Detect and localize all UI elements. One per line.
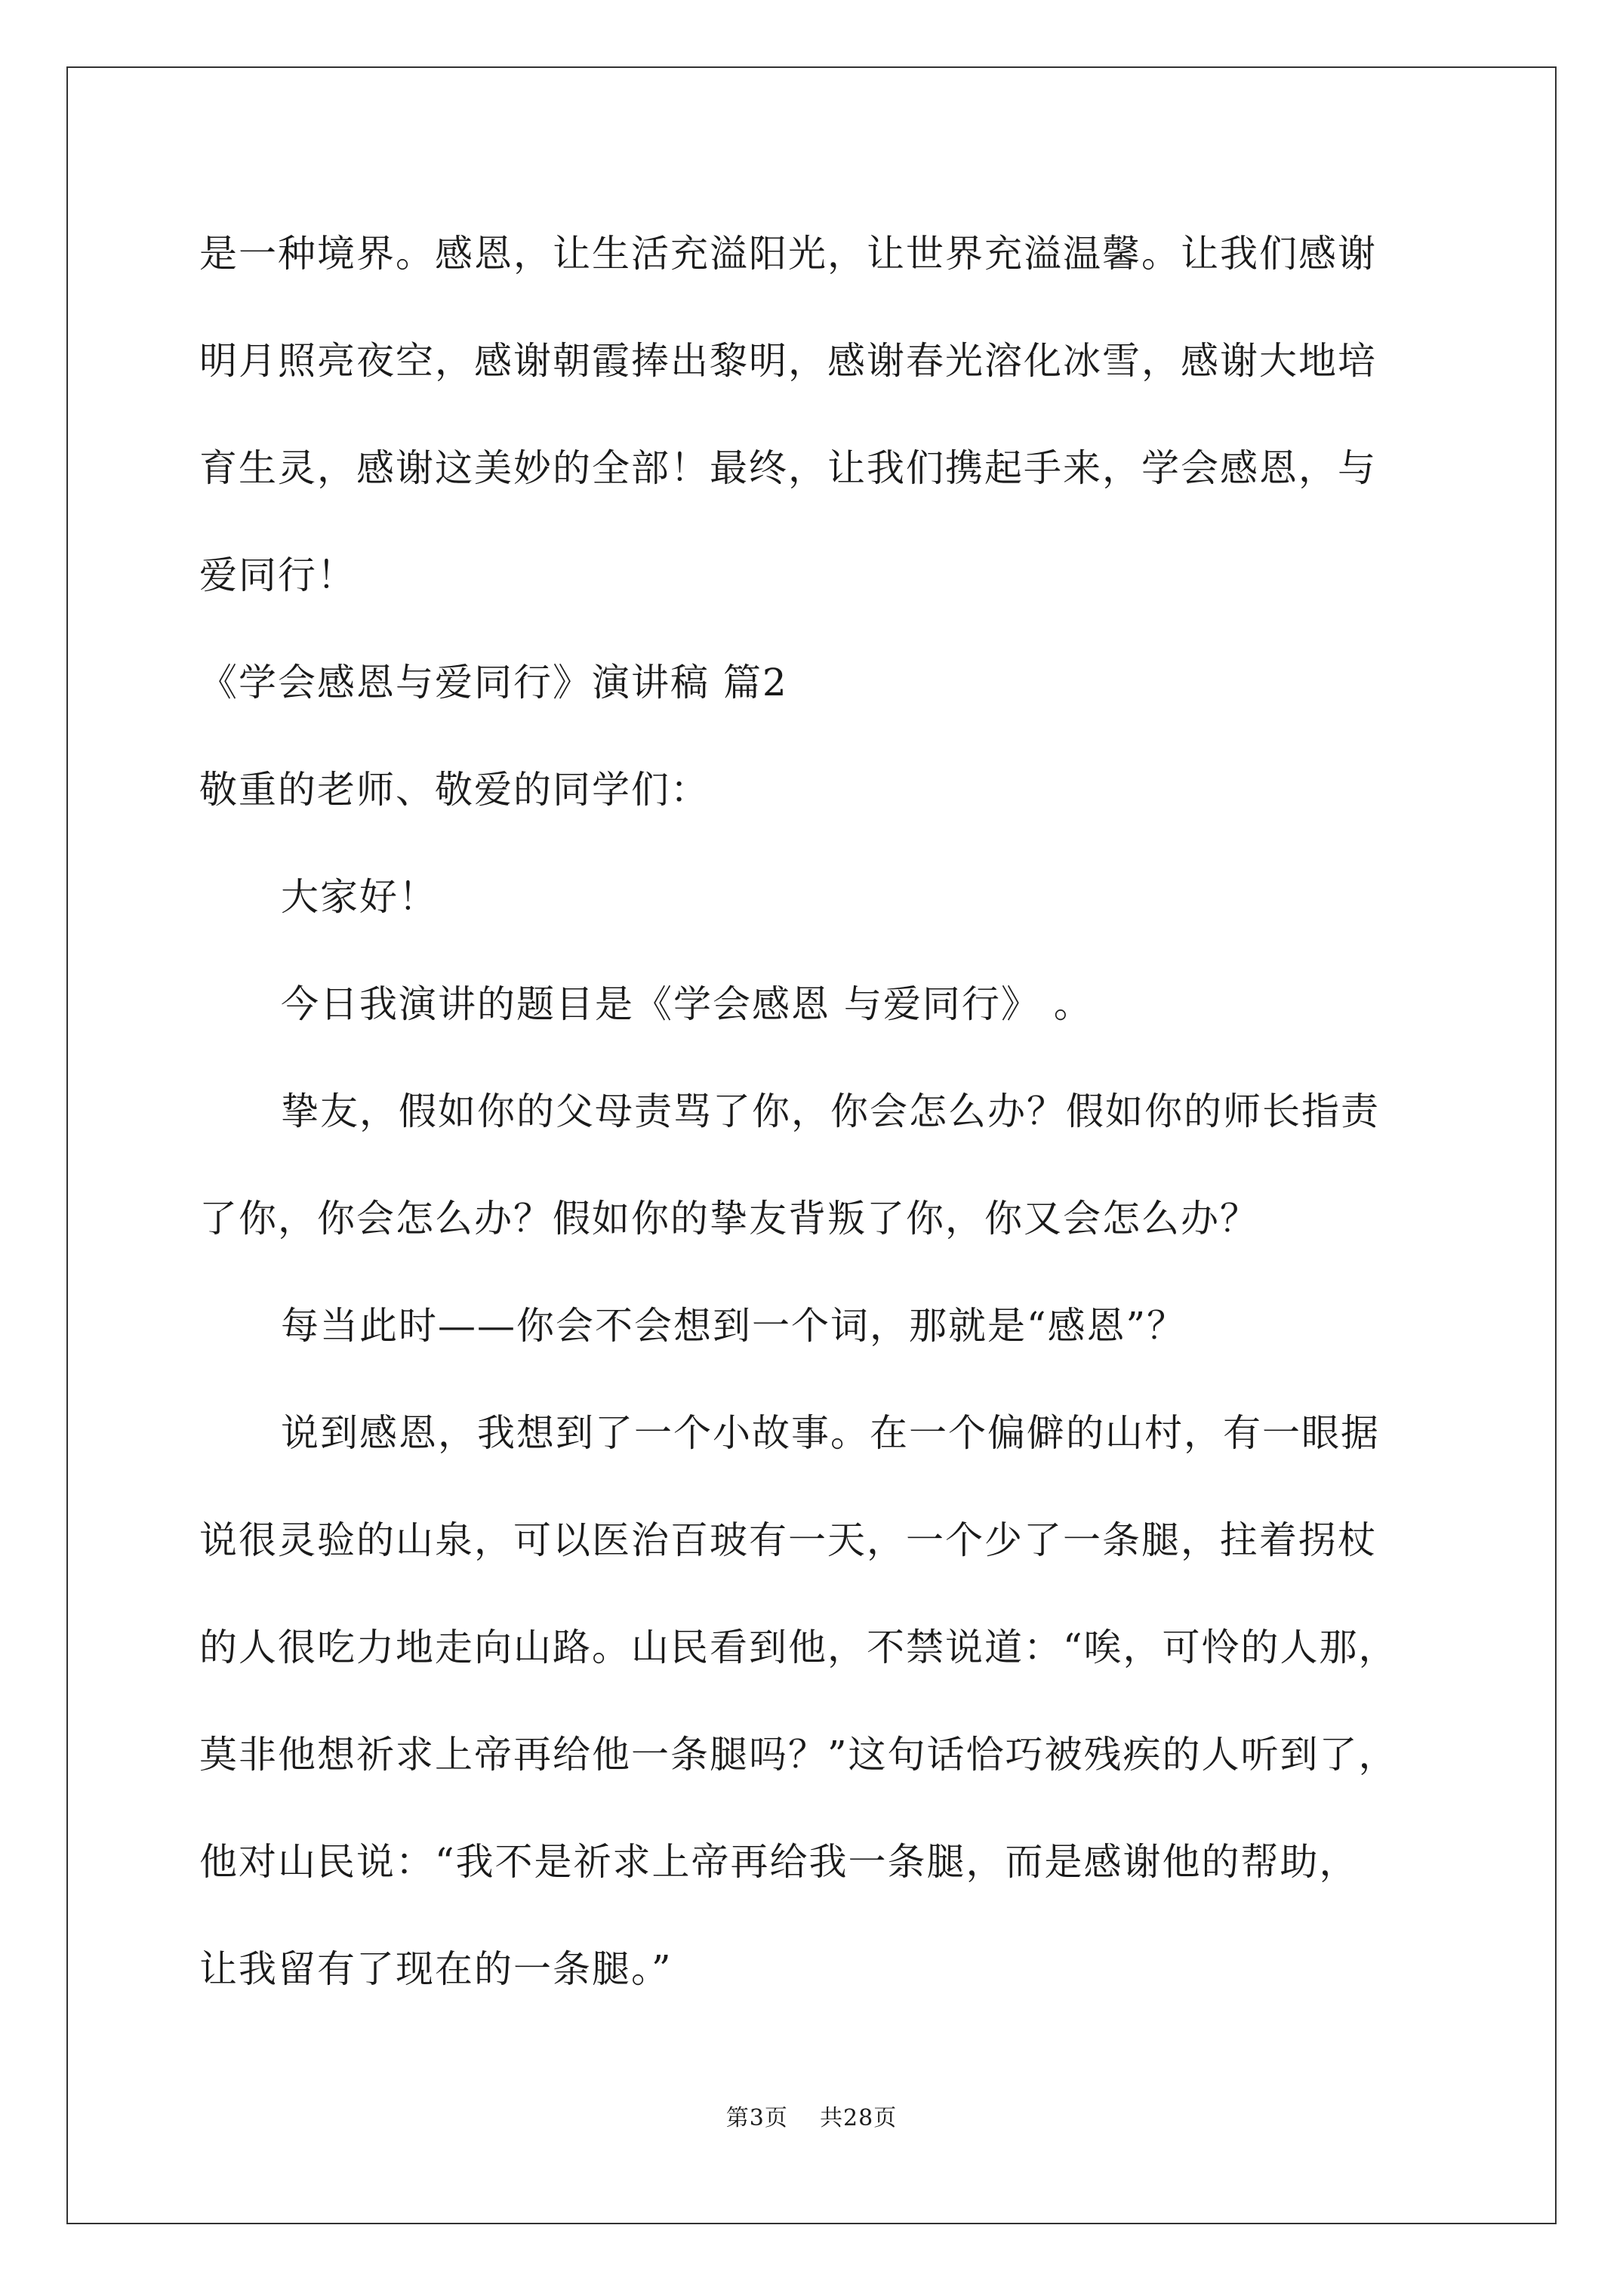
salutation: 敬重的老师、敬爱的同学们：	[199, 768, 710, 812]
body-line-2: 明月照亮夜空，感谢朝霞捧出黎明，感谢春光溶化冰雪，感谢大地培	[199, 339, 1377, 383]
page-border	[66, 66, 1557, 2224]
section-heading: 《学会感恩与爱同行》演讲稿 篇2	[199, 661, 788, 704]
paragraph-3-line-3: 的人很吃力地走向山路。山民看到他，不禁说道：“唉，可怜的人那，	[199, 1626, 1398, 1669]
paragraph-2: 每当此时——你会不会想到一个词，那就是“感恩”？	[281, 1304, 1187, 1348]
body-line-1: 是一种境界。感恩，让生活充溢阳光，让世界充溢温馨。让我们感谢	[199, 232, 1377, 276]
paragraph-3-line-2: 说很灵验的山泉，可以医治百玻有一天，一个少了一条腿，拄着拐杖	[199, 1518, 1377, 1562]
page-number: 第3页	[725, 2105, 788, 2131]
paragraph-3-line-1: 说到感恩，我想到了一个小故事。在一个偏僻的山村，有一眼据	[281, 1411, 1380, 1455]
paragraph-3-line-4: 莫非他想祈求上帝再给他一条腿吗？”这句话恰巧被残疾的人听到了，	[199, 1733, 1398, 1777]
body-line-3: 育生灵，感谢这美妙的全部！最终，让我们携起手来，学会感恩，与	[199, 446, 1377, 490]
paragraph-1-line-1: 挚友，假如你的父母责骂了你，你会怎么办？假如你的师长指责	[281, 1089, 1380, 1133]
paragraph-1-line-2: 了你，你会怎么办？假如你的挚友背叛了你，你又会怎么办？	[199, 1197, 1259, 1240]
page-total: 共28页	[820, 2105, 898, 2131]
greeting: 大家好！	[281, 875, 438, 919]
paragraph-3-line-6: 让我留有了现在的一条腿。”	[199, 1947, 673, 1991]
paragraph-3-line-5: 他对山民说：“我不是祈求上帝再给我一条腿，而是感谢他的帮助，	[199, 1840, 1359, 1884]
footer-spacer	[788, 2105, 820, 2131]
speech-topic: 今日我演讲的题目是《学会感恩 与爱同行》 。	[281, 982, 1093, 1026]
body-line-4: 爱同行！	[199, 553, 356, 597]
page-footer	[0, 2105, 1623, 2132]
